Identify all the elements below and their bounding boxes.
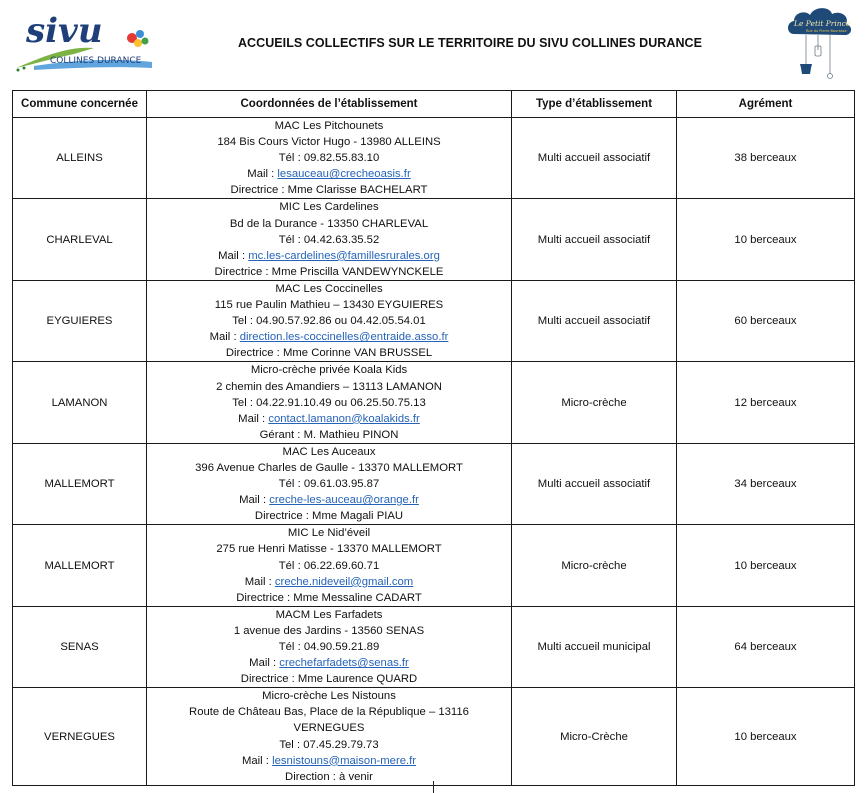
mail-label: Mail :	[209, 331, 240, 344]
type-cell: Multi accueil associatif	[512, 118, 677, 199]
coordinates-cell	[147, 688, 512, 786]
commune-cell: CHARLEVAL	[13, 199, 147, 280]
table-header-row	[13, 91, 855, 118]
establishment-director: Directrice : Mme Corinne VAN BRUSSEL	[225, 347, 433, 360]
type-cell: Multi accueil associatif	[512, 443, 677, 524]
email-link[interactable]: mc.les-cardelines@famillesrurales.org	[248, 249, 440, 262]
establishment-phone: Tel : 04.90.57.92.86 ou 04.42.05.54.01	[232, 315, 426, 328]
table-row	[13, 688, 855, 786]
table-row	[13, 280, 855, 361]
agrement-cell: 64 berceaux	[677, 606, 855, 687]
establishment-address: 1 avenue des Jardins - 13560 SENAS	[233, 624, 425, 637]
mail-label: Mail :	[244, 575, 275, 588]
commune-cell: ALLEINS	[13, 118, 147, 199]
establishment-mail-line	[147, 166, 511, 182]
petit-prince-logo	[786, 4, 856, 82]
email-link[interactable]: crechefarfadets@senas.fr	[279, 657, 409, 670]
establishment-director: Directrice : Mme Clarisse BACHELART	[230, 184, 428, 197]
establishment-name: Micro-crèche Les Nistouns	[262, 690, 396, 703]
column-header-type: Type d’établissement	[512, 91, 677, 118]
establishment-name: MIC Le Nid’éveil	[287, 527, 371, 540]
commune-cell: VERNEGUES	[13, 688, 147, 786]
sivu-logo	[14, 8, 154, 76]
establishment-name: MACM Les Farfadets	[275, 608, 383, 621]
type-cell: Multi accueil associatif	[512, 280, 677, 361]
childcare-table	[12, 90, 855, 786]
establishment-name: MAC Les Auceaux	[282, 445, 376, 458]
establishment-phone: Tél : 04.90.59.21.89	[278, 641, 380, 653]
commune-cell: EYGUIERES	[13, 280, 147, 361]
table-row	[13, 199, 855, 280]
establishment-phone: Tel : 04.22.91.10.49 ou 06.25.50.75.13	[232, 396, 426, 409]
establishment-director: Directrice : Mme Messaline CADART	[236, 591, 422, 604]
column-header-agrement: Agrément	[677, 91, 855, 118]
agrement-cell: 12 berceaux	[677, 362, 855, 443]
establishment-address: 396 Avenue Charles de Gaulle - 13370 MALLEMORT	[195, 461, 463, 474]
establishment-phone: Tel : 07.45.29.79.73	[279, 738, 379, 751]
table-row	[13, 525, 855, 606]
table-row	[13, 443, 855, 524]
mail-label: Mail :	[218, 249, 249, 262]
mail-label: Mail :	[241, 754, 273, 767]
type-cell: Micro-crèche	[512, 362, 677, 443]
table-row	[13, 118, 855, 199]
establishment-phone: Tél : 09.61.03.95.87	[278, 478, 380, 491]
coordinates-cell	[147, 118, 512, 199]
establishment-manager: Gérant : M. Mathieu PINON	[259, 428, 399, 441]
column-header-commune: Commune concernée	[13, 91, 147, 118]
coordinates-cell	[147, 525, 512, 606]
type-cell: Multi accueil municipal	[512, 606, 677, 687]
email-link[interactable]: contact.lamanon@koalakids.fr	[268, 412, 420, 425]
establishment-mail-line	[147, 655, 511, 671]
establishment-address: 2 chemin des Amandiers – 13113 LAMANON	[216, 380, 442, 393]
table-row	[13, 606, 855, 687]
petit-prince-logo-subtext: Rue du Pierre Bourasse	[806, 29, 847, 33]
establishment-address: 275 rue Henri Matisse - 13370 MALLEMORT	[216, 543, 442, 556]
mail-label: Mail :	[247, 168, 278, 181]
text-cursor	[433, 781, 434, 793]
establishment-phone: Tél : 04.42.63.35.52	[278, 233, 380, 246]
type-cell: Multi accueil associatif	[512, 199, 677, 280]
mail-label: Mail :	[238, 412, 269, 425]
establishment-phone: Tél : 09.82.55.83.10	[278, 152, 380, 165]
mail-label: Mail :	[239, 494, 270, 507]
establishment-name: Micro-crèche privée Koala Kids	[250, 364, 408, 377]
establishment-phone: Tél : 06.22.69.60.71	[278, 559, 380, 572]
commune-cell: MALLEMORT	[13, 525, 147, 606]
establishment-address: 115 rue Paulin Mathieu – 13430 EYGUIERES	[214, 299, 444, 312]
establishment-address-continued: VERNEGUES	[293, 722, 365, 735]
agrement-cell: 34 berceaux	[677, 443, 855, 524]
email-link[interactable]: creche.nideveil@gmail.com	[274, 575, 414, 588]
type-cell: Micro-Crèche	[512, 688, 677, 786]
establishment-address: 184 Bis Cours Victor Hugo - 13980 ALLEINS	[217, 136, 441, 149]
coordinates-cell	[147, 443, 512, 524]
type-cell: Micro-crèche	[512, 525, 677, 606]
establishment-mail-line	[147, 492, 511, 508]
commune-cell: SENAS	[13, 606, 147, 687]
commune-cell: LAMANON	[13, 362, 147, 443]
establishment-director: Direction : à venir	[285, 770, 373, 783]
establishment-mail-line	[147, 248, 511, 264]
sivu-logo-subtext: COLLINES DURANCE	[50, 56, 142, 66]
establishment-name: MAC Les Coccinelles	[275, 282, 383, 295]
establishment-address: Route de Château Bas, Place de la République – 13116	[189, 706, 469, 719]
establishment-director: Directrice : Mme Priscilla VANDEWYNCKELE	[214, 265, 444, 278]
agrement-cell: 10 berceaux	[677, 199, 855, 280]
agrement-cell: 10 berceaux	[677, 525, 855, 606]
coordinates-cell	[147, 606, 512, 687]
establishment-mail-line	[147, 411, 511, 427]
petit-prince-logo-text: Le Petit Prince	[794, 19, 851, 28]
establishment-address: Bd de la Durance - 13350 CHARLEVAL	[229, 217, 429, 230]
agrement-cell: 10 berceaux	[677, 688, 855, 786]
establishment-mail-line	[147, 753, 511, 769]
commune-cell: MALLEMORT	[13, 443, 147, 524]
sivu-logo-text: sivu	[26, 11, 103, 51]
column-header-coordinates: Coordonnées de l’établissement	[147, 91, 512, 118]
page-title: ACCUEILS COLLECTIFS SUR LE TERRITOIRE DU SIVU COLLINES DURANCE	[237, 36, 702, 50]
agrement-cell: 60 berceaux	[677, 280, 855, 361]
establishment-mail-line	[147, 329, 511, 345]
coordinates-cell	[147, 280, 512, 361]
establishment-name: MAC Les Pitchounets	[274, 120, 384, 132]
establishment-director: Directrice : Mme Laurence QUARD	[240, 673, 418, 686]
establishment-director: Directrice : Mme Magali PIAU	[254, 510, 404, 523]
establishment-mail-line	[147, 574, 511, 590]
coordinates-cell	[147, 362, 512, 443]
agrement-cell: 38 berceaux	[677, 118, 855, 199]
coordinates-cell	[147, 199, 512, 280]
table-row	[13, 362, 855, 443]
email-link[interactable]: direction.les-coccinelles@entraide.asso.fr	[239, 331, 449, 344]
mail-label: Mail :	[249, 657, 280, 670]
email-link[interactable]: creche-les-auceau@orange.fr	[269, 494, 419, 507]
email-link[interactable]: lesauceau@crecheoasis.fr	[277, 168, 411, 181]
email-link[interactable]: lesnistouns@maison-mere.fr	[272, 754, 417, 767]
establishment-name: MIC Les Cardelines	[279, 201, 379, 214]
